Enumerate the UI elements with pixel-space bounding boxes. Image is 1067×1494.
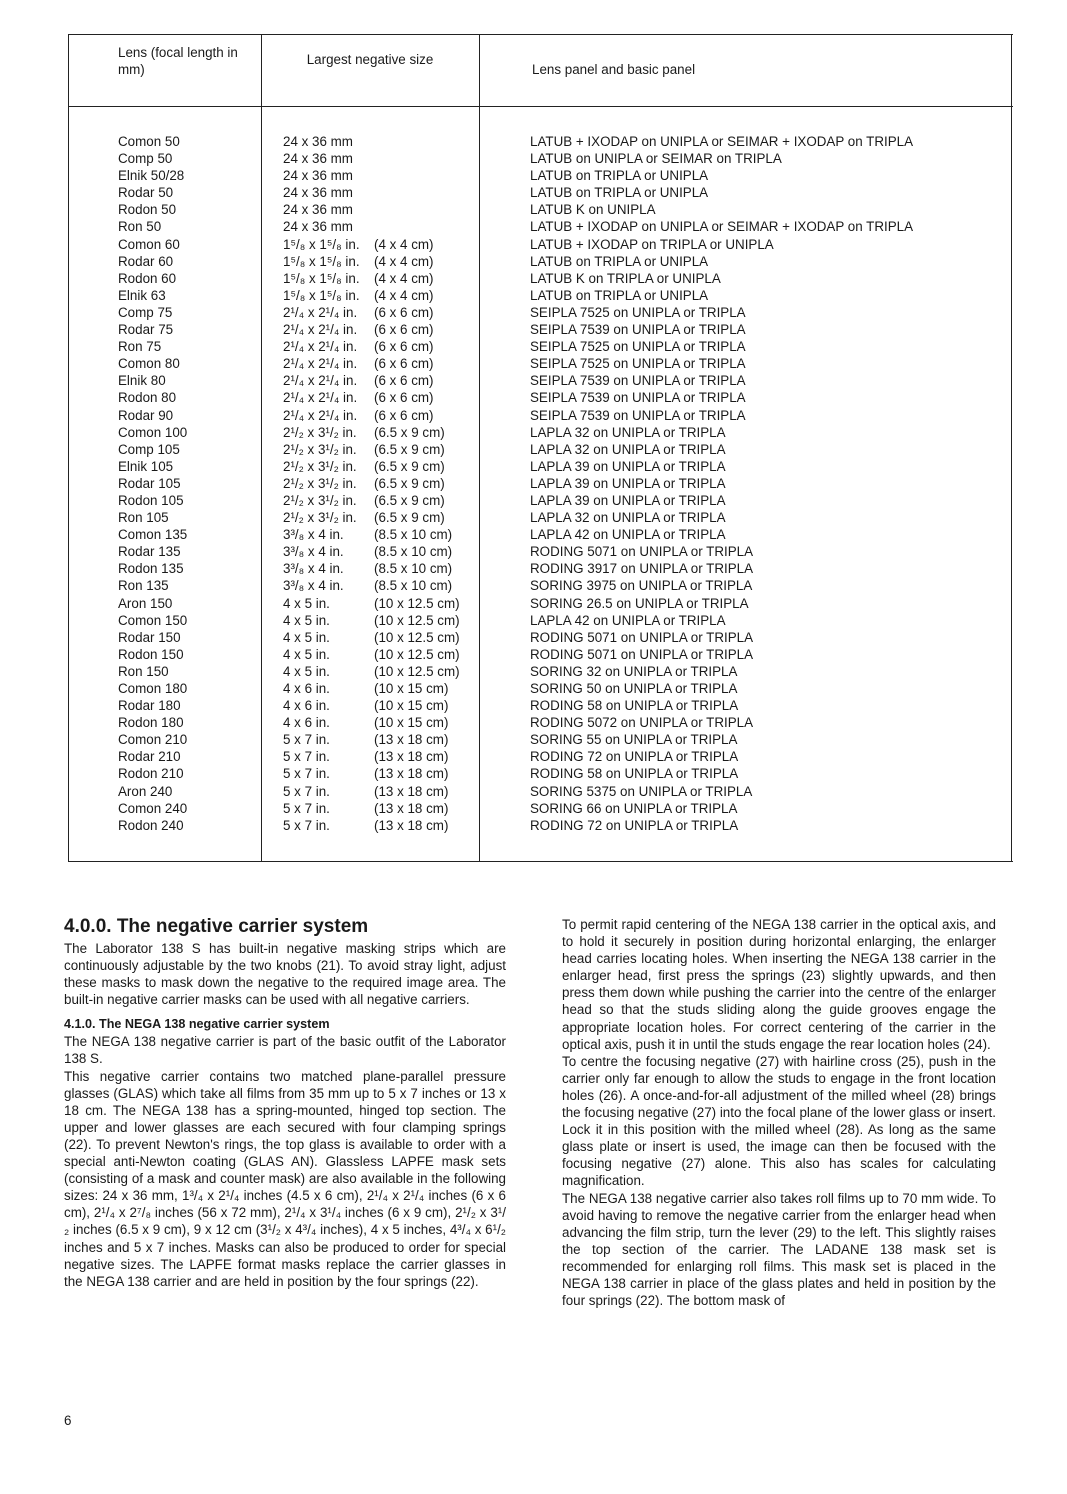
negative-size: 2¹/₂ x 3¹/₂ in. [283, 475, 357, 491]
table-row [68, 236, 1013, 253]
table-row [68, 133, 1013, 150]
table-row [68, 817, 1013, 834]
table-header-divider [68, 106, 1013, 107]
header-negative-size: Largest negative size [306, 52, 434, 67]
panel-combination: RODING 3917 on UNIPLA or TRIPLA [530, 561, 754, 577]
table-row [68, 338, 1013, 355]
panel-combination: SEIPLA 7539 on UNIPLA or TRIPLA [530, 390, 746, 406]
negative-size: 24 x 36 mm [283, 185, 353, 201]
table-row [68, 150, 1013, 167]
negative-size-cm: (10 x 15 cm) [374, 715, 449, 731]
negative-size-cm: (4 x 4 cm) [374, 270, 434, 286]
negative-size-cm: (10 x 12.5 cm) [374, 612, 460, 628]
negative-size-cm: (8.5 x 10 cm) [374, 561, 453, 577]
panel-combination: LATUB K on UNIPLA [530, 202, 656, 218]
negative-size: 5 x 7 in. [283, 766, 330, 782]
subsection-title: 4.1.0. The NEGA 138 negative carrier system [64, 1017, 330, 1032]
section-title: 4.0.0. The negative carrier system [64, 916, 369, 937]
lens-name: Comon 50 [118, 134, 180, 149]
lens-name: Rodon 135 [118, 561, 184, 577]
negative-size: 2¹/₄ x 2¹/₄ in. [283, 322, 358, 338]
negative-size: 24 x 36 mm [283, 151, 353, 167]
paragraph: To centre the focusing negative (27) with hairline cross (25), push in the carrier only far enough to allow the studs to engage in the front location holes (26). A once-and-for-all adjustment of the milled wheel (28) brings the focusing negative (27) into the focal plane of the lower glass or insert. Lock it in this position with the milled wheel (28). As long as the same glass plate or insert is used, the image can then be focused with the focusing negative (27) alone. This also has scales for calculating magnification. [562, 1053, 996, 1189]
panel-combination: SORING 32 on UNIPLA or TRIPLA [530, 663, 738, 679]
negative-size: 24 x 36 mm [283, 219, 353, 235]
negative-size: 4 x 5 in. [283, 646, 330, 662]
table-row [68, 612, 1013, 629]
lens-name: Aron 240 [118, 783, 173, 799]
negative-size-cm: (6 x 6 cm) [374, 322, 434, 338]
table-row [68, 287, 1013, 304]
table-row [68, 458, 1013, 475]
negative-size: 2¹/₂ x 3¹/₂ in. [283, 441, 357, 457]
lens-name: Rodar 75 [118, 322, 174, 338]
negative-size-cm: (13 x 18 cm) [374, 732, 449, 748]
panel-combination: LATUB on TRIPLA or UNIPLA [530, 168, 709, 184]
panel-combination: LATUB on TRIPLA or UNIPLA [530, 253, 709, 269]
panel-combination: LATUB + IXODAP on UNIPLA or SEIMAR + IXODAP on TRIPLA [530, 134, 914, 149]
panel-combination: RODING 5072 on UNIPLA or TRIPLA [530, 715, 754, 731]
table-row [68, 748, 1013, 765]
negative-size: 2¹/₄ x 2¹/₄ in. [283, 304, 358, 320]
panel-combination: SORING 5375 on UNIPLA or TRIPLA [530, 783, 753, 799]
panel-combination: LATUB on TRIPLA or UNIPLA [530, 287, 709, 303]
panel-combination: LATUB K on TRIPLA or UNIPLA [530, 270, 721, 286]
negative-size-cm: (13 x 18 cm) [374, 749, 449, 765]
negative-size-cm: (4 x 4 cm) [374, 236, 434, 252]
table-row [68, 800, 1013, 817]
lens-name: Rodon 80 [118, 390, 177, 406]
table-row [68, 783, 1013, 800]
table-row [68, 629, 1013, 646]
table-row [68, 560, 1013, 577]
negative-size: 5 x 7 in. [283, 800, 330, 816]
negative-size-cm: (6.5 x 9 cm) [374, 458, 445, 474]
negative-size-cm: (6.5 x 9 cm) [374, 475, 445, 491]
paragraph: The NEGA 138 negative carrier also takes roll films up to 70 mm wide. To avoid having to remove the negative carrier from the enlarger head when advancing the film strip, turn the lever (29) to the left. This slightly raises the top section of the carrier. The LADANE 138 mask set is recommended for enlarging roll films. This mask set is placed in the NEGA 138 carrier in place of the glass plates and held in position by the four springs (22). The bottom mask of [562, 1190, 996, 1309]
negative-size: 2¹/₄ x 2¹/₄ in. [283, 356, 358, 372]
negative-size: 24 x 36 mm [283, 202, 353, 218]
lens-name: Rodon 150 [118, 646, 184, 662]
table-row [68, 407, 1013, 424]
negative-size-cm: (10 x 15 cm) [374, 681, 449, 696]
lens-name: Rodon 240 [118, 817, 184, 833]
negative-size-cm: (10 x 12.5 cm) [374, 595, 460, 611]
lens-name: Rodon 50 [118, 202, 177, 218]
table-row [68, 714, 1013, 731]
lens-name: Rodar 180 [118, 698, 181, 714]
lens-name: Ron 135 [118, 578, 169, 594]
table-row [68, 731, 1013, 748]
table-row [68, 270, 1013, 287]
table-row [68, 765, 1013, 782]
negative-size-cm: (10 x 12.5 cm) [374, 663, 460, 679]
negative-size: 2¹/₄ x 2¹/₄ in. [283, 339, 358, 355]
table-row [68, 595, 1013, 612]
panel-combination: LATUB + IXODAP on UNIPLA or SEIMAR + IXODAP on TRIPLA [530, 219, 914, 235]
negative-size: 3³/₈ x 4 in. [283, 527, 344, 543]
paragraph: This negative carrier contains two matched plane-parallel pressure glasses (GLAS) which take all films from 35 mm up to 5 x 7 inches or 13 x 18 cm. The NEGA 138 has a spring-mounted, hinged top section. The upper and lower glasses are each secured with four clamping springs (22). To prevent Newton's rings, the top glass is available to order with a special anti-Newton coating (GLAS AN). Glassless LAPFE mask sets (consisting of a mask and counter mask) are also available in the following sizes: 24 x 36 mm, 1³/₄ x 2¹/₄ inches (4.5 x 6 cm), 2¹/₄ x 2¹/₄ inches (6 x 6 cm), 2¹/₄ x 2⁷/₈ inches (56 x 72 mm), 2¹/₄ x 3¹/₄ inches (6 x 9 cm), 2¹/₂ x 3¹/₂ inches (6.5 x 9 cm), 9 x 12 cm (3¹/₂ x 4³/₄ inches), 4 x 5 inches, 4³/₄ x 6¹/₂ inches and 5 x 7 inches. Masks can also be produced to order for special negative sizes. The LAPFE format masks replace the carrier glasses in the NEGA 138 carrier and are held in position by the four springs (22). [64, 1068, 506, 1289]
negative-size-cm: (10 x 12.5 cm) [374, 629, 460, 645]
negative-size: 4 x 5 in. [283, 595, 330, 611]
lens-name: Elnik 50/28 [118, 168, 185, 184]
lens-name: Ron 50 [118, 219, 162, 235]
lens-name: Rodar 150 [118, 629, 181, 645]
negative-size-cm: (6 x 6 cm) [374, 339, 434, 355]
panel-combination: LAPLA 39 on UNIPLA or TRIPLA [530, 458, 726, 474]
negative-size: 24 x 36 mm [283, 168, 353, 184]
negative-size: 5 x 7 in. [283, 783, 330, 799]
negative-size-cm: (6.5 x 9 cm) [374, 441, 445, 457]
negative-size: 2¹/₄ x 2¹/₄ in. [283, 407, 358, 423]
right-text-column [562, 916, 996, 1309]
lens-name: Comp 105 [118, 441, 180, 457]
lens-name: Ron 75 [118, 339, 162, 355]
panel-combination: SORING 66 on UNIPLA or TRIPLA [530, 800, 738, 816]
negative-size-cm: (13 x 18 cm) [374, 800, 449, 816]
table-row [68, 646, 1013, 663]
panel-combination: RODING 72 on UNIPLA or TRIPLA [530, 749, 739, 765]
negative-size: 3³/₈ x 4 in. [283, 578, 344, 594]
panel-combination: SEIPLA 7525 on UNIPLA or TRIPLA [530, 304, 746, 320]
lens-name: Elnik 63 [118, 287, 166, 303]
negative-size: 4 x 6 in. [283, 715, 330, 731]
panel-combination: LAPLA 39 on UNIPLA or TRIPLA [530, 475, 726, 491]
lens-name: Aron 150 [118, 595, 173, 611]
lens-name: Comon 100 [118, 424, 188, 440]
table-body [68, 133, 1013, 834]
paragraph: The NEGA 138 negative carrier is part of the basic outfit of the Laborator 138 S. [64, 1034, 506, 1067]
panel-combination: LAPLA 39 on UNIPLA or TRIPLA [530, 492, 726, 508]
negative-size: 1⁵/₈ x 1⁵/₈ in. [283, 270, 360, 286]
negative-size-cm: (10 x 12.5 cm) [374, 646, 460, 662]
negative-size-cm: (4 x 4 cm) [374, 287, 434, 303]
lens-name: Comon 60 [118, 236, 180, 252]
table-row [68, 372, 1013, 389]
panel-combination: LAPLA 32 on UNIPLA or TRIPLA [530, 424, 726, 440]
lens-name: Ron 105 [118, 510, 169, 526]
header-lens: Lens (focal length in mm) [118, 45, 238, 77]
table-row [68, 201, 1013, 218]
panel-combination: SEIPLA 7525 on UNIPLA or TRIPLA [530, 356, 746, 372]
negative-size: 2¹/₂ x 3¹/₂ in. [283, 492, 357, 508]
panel-combination: RODING 72 on UNIPLA or TRIPLA [530, 817, 739, 833]
panel-combination: SEIPLA 7525 on UNIPLA or TRIPLA [530, 339, 746, 355]
negative-size: 2¹/₂ x 3¹/₂ in. [283, 510, 357, 526]
negative-size-cm: (6 x 6 cm) [374, 407, 434, 423]
negative-size: 1⁵/₈ x 1⁵/₈ in. [283, 287, 360, 303]
table-row [68, 526, 1013, 543]
table-row [68, 424, 1013, 441]
lens-name: Comon 135 [118, 527, 188, 543]
lens-name: Rodon 180 [118, 715, 184, 731]
intro-paragraph: The Laborator 138 S has built-in negative masking strips which are continuously adjustable by the two knobs (21). To avoid stray light, adjust these masks to mask down the negative to the required image area. The built-in negative carrier masks can be used with all negative carriers. [64, 941, 506, 1008]
panel-combination: LAPLA 42 on UNIPLA or TRIPLA [530, 612, 726, 628]
negative-size-cm: (6 x 6 cm) [374, 390, 434, 406]
negative-size: 5 x 7 in. [283, 749, 330, 765]
negative-size-cm: (10 x 15 cm) [374, 698, 449, 714]
lens-name: Elnik 105 [118, 458, 174, 474]
table-row [68, 663, 1013, 680]
table-row [68, 492, 1013, 509]
negative-size-cm: (6 x 6 cm) [374, 304, 434, 320]
negative-size: 5 x 7 in. [283, 732, 330, 748]
lens-name: Rodon 60 [118, 270, 177, 286]
negative-size: 2¹/₂ x 3¹/₂ in. [283, 424, 357, 440]
left-text-column [64, 916, 506, 1290]
negative-size: 1⁵/₈ x 1⁵/₈ in. [283, 253, 360, 269]
panel-combination: LATUB on UNIPLA or SEIMAR on TRIPLA [530, 151, 782, 167]
panel-combination: SEIPLA 7539 on UNIPLA or TRIPLA [530, 373, 746, 389]
panel-combination: SEIPLA 7539 on UNIPLA or TRIPLA [530, 322, 746, 338]
negative-size-cm: (6 x 6 cm) [374, 373, 434, 389]
table-row [68, 218, 1013, 235]
negative-size-cm: (8.5 x 10 cm) [374, 544, 453, 560]
lens-name: Rodon 210 [118, 766, 184, 782]
lens-name: Rodar 105 [118, 475, 181, 491]
lens-name: Comon 180 [118, 681, 188, 696]
negative-size: 2¹/₄ x 2¹/₄ in. [283, 390, 358, 406]
table-row [68, 577, 1013, 594]
panel-combination: RODING 5071 on UNIPLA or TRIPLA [530, 544, 754, 560]
negative-size-cm: (6.5 x 9 cm) [374, 510, 445, 526]
panel-combination: SORING 55 on UNIPLA or TRIPLA [530, 732, 738, 748]
negative-size: 24 x 36 mm [283, 134, 353, 149]
negative-size: 3³/₈ x 4 in. [283, 561, 344, 577]
lens-name: Rodar 210 [118, 749, 181, 765]
negative-size: 5 x 7 in. [283, 817, 330, 833]
negative-size-cm: (6 x 6 cm) [374, 356, 434, 372]
lens-name: Elnik 80 [118, 373, 166, 389]
negative-size-cm: (4 x 4 cm) [374, 253, 434, 269]
lens-name: Comon 210 [118, 732, 188, 748]
panel-combination: SORING 26.5 on UNIPLA or TRIPLA [530, 595, 749, 611]
lens-name: Comp 75 [118, 304, 173, 320]
header-panel: Lens panel and basic panel [532, 62, 696, 77]
lens-name: Rodar 90 [118, 407, 174, 423]
table-row [68, 167, 1013, 184]
panel-combination: SEIPLA 7539 on UNIPLA or TRIPLA [530, 407, 746, 423]
table-row [68, 697, 1013, 714]
negative-size-cm: (13 x 18 cm) [374, 766, 449, 782]
lens-name: Rodar 135 [118, 544, 181, 560]
negative-size: 2¹/₂ x 3¹/₂ in. [283, 458, 357, 474]
table-row [68, 304, 1013, 321]
lens-name: Rodar 60 [118, 253, 174, 269]
panel-combination: RODING 58 on UNIPLA or TRIPLA [530, 698, 739, 714]
panel-combination: RODING 5071 on UNIPLA or TRIPLA [530, 629, 754, 645]
negative-size-cm: (8.5 x 10 cm) [374, 578, 453, 594]
negative-size: 2¹/₄ x 2¹/₄ in. [283, 373, 358, 389]
lens-name: Comp 50 [118, 151, 173, 167]
panel-combination: LAPLA 42 on UNIPLA or TRIPLA [530, 527, 726, 543]
negative-size-cm: (13 x 18 cm) [374, 783, 449, 799]
lens-panel-table [68, 34, 1013, 862]
table-row [68, 475, 1013, 492]
negative-size: 3³/₈ x 4 in. [283, 544, 344, 560]
negative-size-cm: (13 x 18 cm) [374, 817, 449, 833]
negative-size: 4 x 6 in. [283, 698, 330, 714]
negative-size-cm: (6.5 x 9 cm) [374, 424, 445, 440]
negative-size-cm: (6.5 x 9 cm) [374, 492, 445, 508]
negative-size: 4 x 5 in. [283, 663, 330, 679]
panel-combination: RODING 58 on UNIPLA or TRIPLA [530, 766, 739, 782]
negative-size: 1⁵/₈ x 1⁵/₈ in. [283, 236, 360, 252]
negative-size: 4 x 6 in. [283, 681, 330, 696]
panel-combination: LATUB on TRIPLA or UNIPLA [530, 185, 709, 201]
panel-combination: SORING 3975 on UNIPLA or TRIPLA [530, 578, 753, 594]
panel-combination: LAPLA 32 on UNIPLA or TRIPLA [530, 441, 726, 457]
table-row [68, 543, 1013, 560]
lens-name: Comon 240 [118, 800, 188, 816]
page-number: 6 [64, 1413, 72, 1428]
lens-name: Rodar 50 [118, 185, 174, 201]
table-row [68, 355, 1013, 372]
lens-name: Comon 80 [118, 356, 180, 372]
lens-name: Ron 150 [118, 663, 169, 679]
table-row [68, 509, 1013, 526]
panel-combination: LAPLA 32 on UNIPLA or TRIPLA [530, 510, 726, 526]
panel-combination: RODING 5071 on UNIPLA or TRIPLA [530, 646, 754, 662]
lens-name: Rodon 105 [118, 492, 184, 508]
table-row [68, 184, 1013, 201]
table-row [68, 389, 1013, 406]
negative-size-cm: (8.5 x 10 cm) [374, 527, 453, 543]
table-row [68, 253, 1013, 270]
lens-name: Comon 150 [118, 612, 188, 628]
panel-combination: LATUB + IXODAP on TRIPLA or UNIPLA [530, 236, 774, 252]
negative-size: 4 x 5 in. [283, 612, 330, 628]
table-row [68, 441, 1013, 458]
paragraph: To permit rapid centering of the NEGA 138 carrier in the optical axis, and to hold it securely in position during horizontal enlarging, the enlarger head carries locating holes. When inserting the NEGA 138 carrier in the enlarger head, first press the springs (23) slightly upwards, and then press them down while pushing the carrier into the centre of the enlarger head so that the studs sliding along the guide grooves engage the appropriate location holes. For correct centering of the carrier in the optical axis, push it in until the studs engage the rear location holes (24). [562, 917, 996, 1052]
panel-combination: SORING 50 on UNIPLA or TRIPLA [530, 681, 738, 696]
negative-size: 4 x 5 in. [283, 629, 330, 645]
table-row [68, 680, 1013, 697]
table-row [68, 321, 1013, 338]
